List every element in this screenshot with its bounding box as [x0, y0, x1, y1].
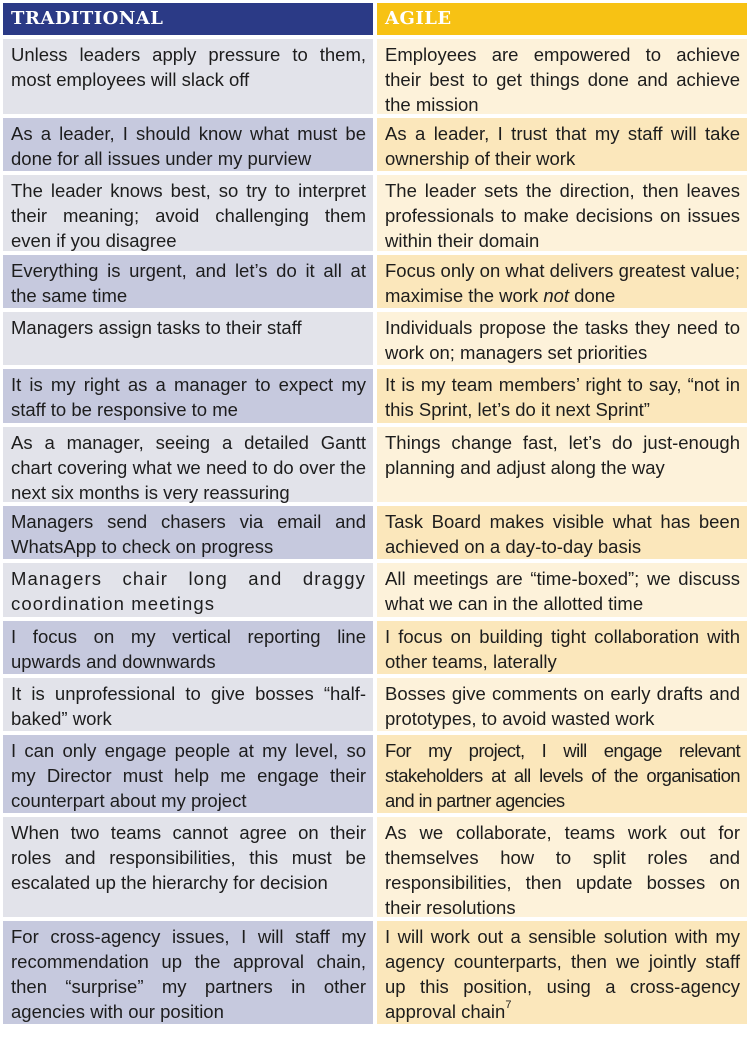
agile-cell: It is my team members’ right to say, “not in this Sprint, let’s do it next Sprint”	[377, 369, 747, 423]
traditional-cell: When two teams cannot agree on their roles and responsibilities, this must be escalated up the hierarchy for decision	[3, 817, 373, 917]
traditional-cell: It is my right as a manager to expect my staff to be responsive to me	[3, 369, 373, 423]
agile-cell: Bosses give comments on early drafts and prototypes, to avoid wasted work	[377, 678, 747, 731]
agile-cell: All meetings are “time-boxed”; we discuss what we can in the allotted time	[377, 563, 747, 617]
traditional-cell: The leader knows best, so try to interpret their meaning; avoid challenging them even if you disagree	[3, 175, 373, 251]
header-agile: AGILE	[377, 3, 747, 35]
traditional-cell: Managers chair long and draggy coordination meetings	[3, 563, 373, 617]
traditional-cell: I can only engage people at my level, so my Director must help me engage their counterpart about my project	[3, 735, 373, 813]
traditional-cell: For cross-agency issues, I will staff my recommendation up the approval chain, then “surprise” my partners in other agencies with our position	[3, 921, 373, 1024]
agile-text: done	[569, 285, 616, 306]
traditional-cell: Managers send chasers via email and WhatsApp to check on progress	[3, 506, 373, 559]
agile-cell	[377, 921, 747, 1024]
agile-cell: Individuals propose the tasks they need to work on; managers set priorities	[377, 312, 747, 365]
agile-cell: The leader sets the direction, then leaves professionals to make decisions on issues within their domain	[377, 175, 747, 251]
agile-cell	[377, 255, 747, 308]
traditional-cell: As a manager, seeing a detailed Gantt chart covering what we need to do over the next six months is very reassuring	[3, 427, 373, 502]
header-traditional: TRADITIONAL	[3, 3, 373, 35]
traditional-cell: Managers assign tasks to their staff	[3, 312, 373, 365]
agile-text: Focus only on what delivers greatest value; maximise the work	[385, 260, 740, 306]
agile-cell: Things change fast, let’s do just-enough planning and adjust along the way	[377, 427, 747, 502]
agile-emphasis: not	[543, 285, 570, 306]
footnote-marker: 7	[505, 999, 512, 1011]
agile-cell: Task Board makes visible what has been achieved on a day-to-day basis	[377, 506, 747, 559]
agile-cell: I focus on building tight collaboration with other teams, laterally	[377, 621, 747, 674]
traditional-cell: Unless leaders apply pressure to them, most employees will slack off	[3, 39, 373, 114]
traditional-cell: I focus on my vertical reporting line upwards and downwards	[3, 621, 373, 674]
agile-text: I will work out a sensible solution with my agency counterparts, then we jointly staff up this position, using a cross-agency approval chain	[385, 926, 740, 1022]
traditional-cell: Everything is urgent, and let’s do it all at the same time	[3, 255, 373, 308]
agile-cell: Employees are empowered to achieve their best to get things done and achieve the mission	[377, 39, 747, 114]
traditional-cell: It is unprofessional to give bosses “half-baked” work	[3, 678, 373, 731]
agile-cell: For my project, I will engage relevant stakeholders at all levels of the organisation and in partner agencies	[377, 735, 747, 813]
agile-cell: As we collaborate, teams work out for themselves how to split roles and responsibilities, then update bosses on their resolutions	[377, 817, 747, 917]
traditional-cell: As a leader, I should know what must be done for all issues under my purview	[3, 118, 373, 171]
comparison-table	[3, 3, 750, 1024]
agile-cell: As a leader, I trust that my staff will take ownership of their work	[377, 118, 747, 171]
